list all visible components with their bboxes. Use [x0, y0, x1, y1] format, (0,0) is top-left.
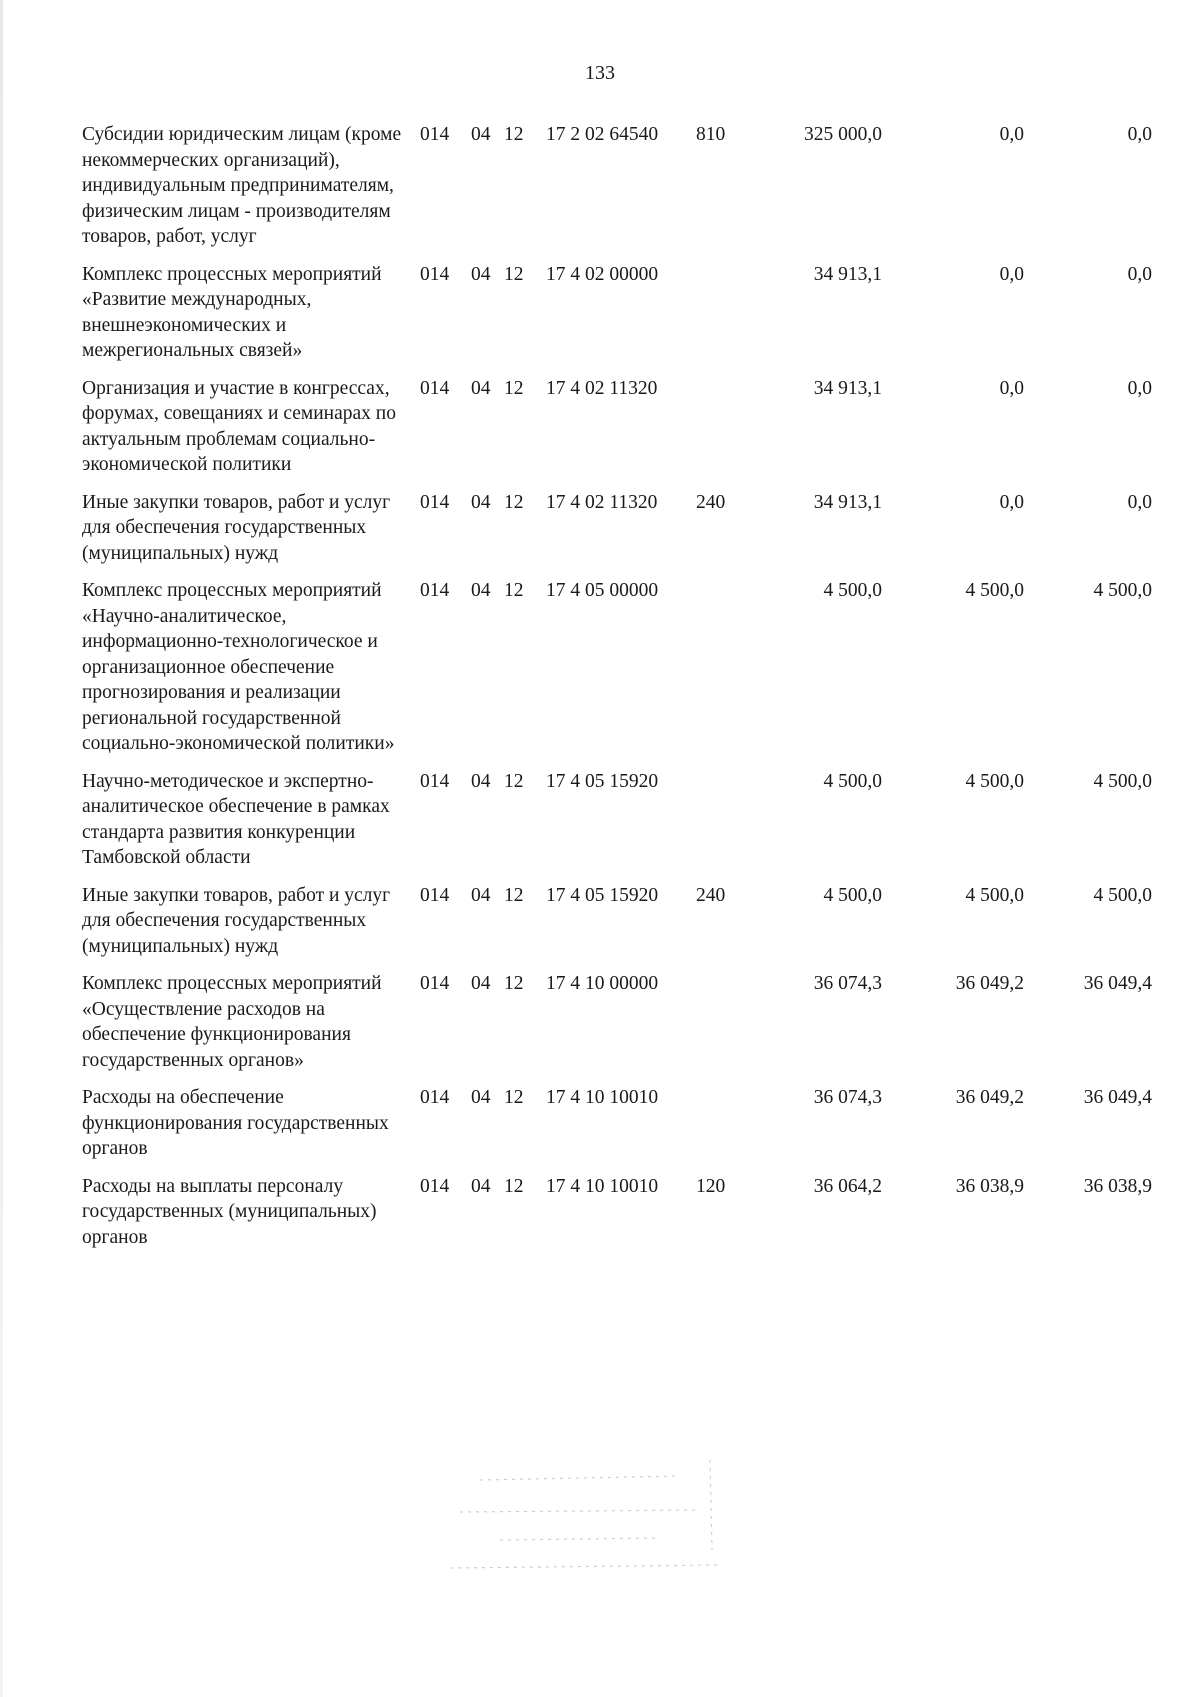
- row-name: Иные закупки товаров, работ и услуг для обеспечения государственных (муниципальных) нужд: [82, 884, 391, 957]
- table-body: [82, 122, 1152, 1262]
- ministry-code: 014: [420, 1175, 450, 1197]
- section-code: 04: [471, 770, 491, 792]
- amount-year-2: 0,0: [999, 491, 1024, 513]
- target-article: 17 4 10 00000: [546, 973, 659, 994]
- section-code: 04: [471, 263, 491, 285]
- row-name: Комплекс процессных мероприятий «Осуществление расходов на обеспечение функционирования государственных органов»: [82, 973, 382, 1071]
- amount-year-2: 4 500,0: [965, 580, 1024, 601]
- amount-year-2: 4 500,0: [965, 884, 1024, 906]
- target-article: 17 4 05 15920: [546, 884, 659, 906]
- subsection-code: 12: [504, 973, 524, 994]
- table-row: [82, 883, 1152, 972]
- expense-type: 810: [696, 124, 726, 145]
- amount-year-1: 34 913,1: [813, 377, 882, 399]
- subsection-code: 12: [504, 1087, 524, 1108]
- section-code: 04: [471, 1175, 491, 1197]
- subsection-code: 12: [504, 1175, 524, 1197]
- stamp-imprint: [440, 1440, 760, 1590]
- ministry-code: 014: [420, 1087, 450, 1108]
- section-code: 04: [471, 124, 491, 145]
- subsection-code: 12: [504, 491, 524, 513]
- expense-type: [696, 769, 758, 883]
- amount-year-3: 36 038,9: [1083, 1175, 1152, 1197]
- target-article: 17 4 05 15920: [546, 770, 659, 792]
- expense-type: [696, 1085, 758, 1174]
- budget-table: [82, 122, 1152, 1262]
- section-code: 04: [471, 377, 491, 399]
- amount-year-2: 36 049,2: [955, 1087, 1024, 1108]
- amount-year-2: 0,0: [999, 263, 1024, 285]
- amount-year-1: 4 500,0: [823, 580, 882, 601]
- expense-type: 240: [696, 491, 726, 513]
- section-code: 04: [471, 884, 491, 906]
- amount-year-3: 4 500,0: [1093, 580, 1152, 601]
- target-article: 17 4 10 10010: [546, 1087, 659, 1108]
- section-code: 04: [471, 973, 491, 994]
- amount-year-1: 36 074,3: [813, 973, 882, 994]
- row-name: Расходы на выплаты персоналу государственных (муниципальных) органов: [82, 1175, 377, 1248]
- amount-year-3: 0,0: [1127, 491, 1152, 513]
- expense-type: [696, 971, 758, 1085]
- expense-type: [696, 578, 758, 769]
- ministry-code: 014: [420, 124, 450, 145]
- amount-year-2: 0,0: [999, 377, 1024, 399]
- row-name: Комплекс процессных мероприятий «Развитие международных, внешнеэкономических и межрегиональных связей»: [82, 263, 382, 361]
- expense-type: [696, 262, 758, 376]
- amount-year-3: 0,0: [1127, 263, 1152, 285]
- page-number: 133: [585, 62, 615, 84]
- target-article: 17 4 05 00000: [546, 580, 659, 601]
- section-code: 04: [471, 1087, 491, 1108]
- row-name: Субсидии юридическим лицам (кроме некоммерческих организаций), индивидуальным предпринимателям, физическим лицам - производителям товаров, работ, услуг: [82, 124, 402, 247]
- table-row: [82, 122, 1152, 262]
- target-article: 17 2 02 64540: [546, 124, 659, 145]
- subsection-code: 12: [504, 124, 524, 145]
- row-name: Организация и участие в конгрессах, форумах, совещаниях и семинарах по актуальным проблемам социально-экономической политики: [82, 377, 396, 475]
- ministry-code: 014: [420, 491, 450, 513]
- target-article: 17 4 02 00000: [546, 263, 659, 285]
- amount-year-2: 36 038,9: [955, 1175, 1024, 1197]
- section-code: 04: [471, 580, 491, 601]
- row-name: Научно-методическое и экспертно-аналитическое обеспечение в рамках стандарта развития конкуренции Тамбовской области: [82, 770, 390, 868]
- amount-year-3: 36 049,4: [1083, 973, 1152, 994]
- table-row: [82, 971, 1152, 1085]
- ministry-code: 014: [420, 884, 450, 906]
- amount-year-1: 4 500,0: [823, 770, 882, 792]
- ministry-code: 014: [420, 377, 450, 399]
- amount-year-1: 34 913,1: [813, 491, 882, 513]
- amount-year-2: 4 500,0: [965, 770, 1024, 792]
- amount-year-2: 36 049,2: [955, 973, 1024, 994]
- amount-year-1: 36 064,2: [813, 1175, 882, 1197]
- expense-type: 240: [696, 884, 726, 906]
- table-row: [82, 490, 1152, 579]
- section-code: 04: [471, 491, 491, 513]
- amount-year-3: 4 500,0: [1093, 884, 1152, 906]
- ministry-code: 014: [420, 263, 450, 285]
- subsection-code: 12: [504, 884, 524, 906]
- expense-type: 120: [696, 1175, 726, 1197]
- scan-edge: [0, 0, 3, 1697]
- amount-year-1: 4 500,0: [823, 884, 882, 906]
- amount-year-3: 0,0: [1127, 124, 1152, 145]
- row-name: Комплекс процессных мероприятий «Научно-аналитическое, информационно-технологическое и организационное обеспечение прогнозирования и реализации региональной государственной социально-экономической политики»: [82, 580, 395, 754]
- table-row: [82, 376, 1152, 490]
- ministry-code: 014: [420, 973, 450, 994]
- subsection-code: 12: [504, 377, 524, 399]
- table-row: [82, 578, 1152, 769]
- row-name: Расходы на обеспечение функционирования государственных органов: [82, 1087, 389, 1159]
- amount-year-3: 4 500,0: [1093, 770, 1152, 792]
- amount-year-2: 0,0: [999, 124, 1024, 145]
- ministry-code: 014: [420, 770, 450, 792]
- subsection-code: 12: [504, 580, 524, 601]
- table-row: [82, 769, 1152, 883]
- table-row: [82, 1174, 1152, 1263]
- target-article: 17 4 02 11320: [546, 377, 658, 399]
- amount-year-3: 0,0: [1127, 377, 1152, 399]
- ministry-code: 014: [420, 580, 450, 601]
- subsection-code: 12: [504, 263, 524, 285]
- amount-year-3: 36 049,4: [1083, 1087, 1152, 1108]
- amount-year-1: 325 000,0: [804, 124, 882, 145]
- table-row: [82, 1085, 1152, 1174]
- expense-type: [696, 376, 758, 490]
- amount-year-1: 34 913,1: [813, 263, 882, 285]
- table-row: [82, 262, 1152, 376]
- amount-year-1: 36 074,3: [813, 1087, 882, 1108]
- target-article: 17 4 02 11320: [546, 491, 658, 513]
- subsection-code: 12: [504, 770, 524, 792]
- row-name: Иные закупки товаров, работ и услуг для обеспечения государственных (муниципальных) нужд: [82, 491, 391, 564]
- target-article: 17 4 10 10010: [546, 1175, 659, 1197]
